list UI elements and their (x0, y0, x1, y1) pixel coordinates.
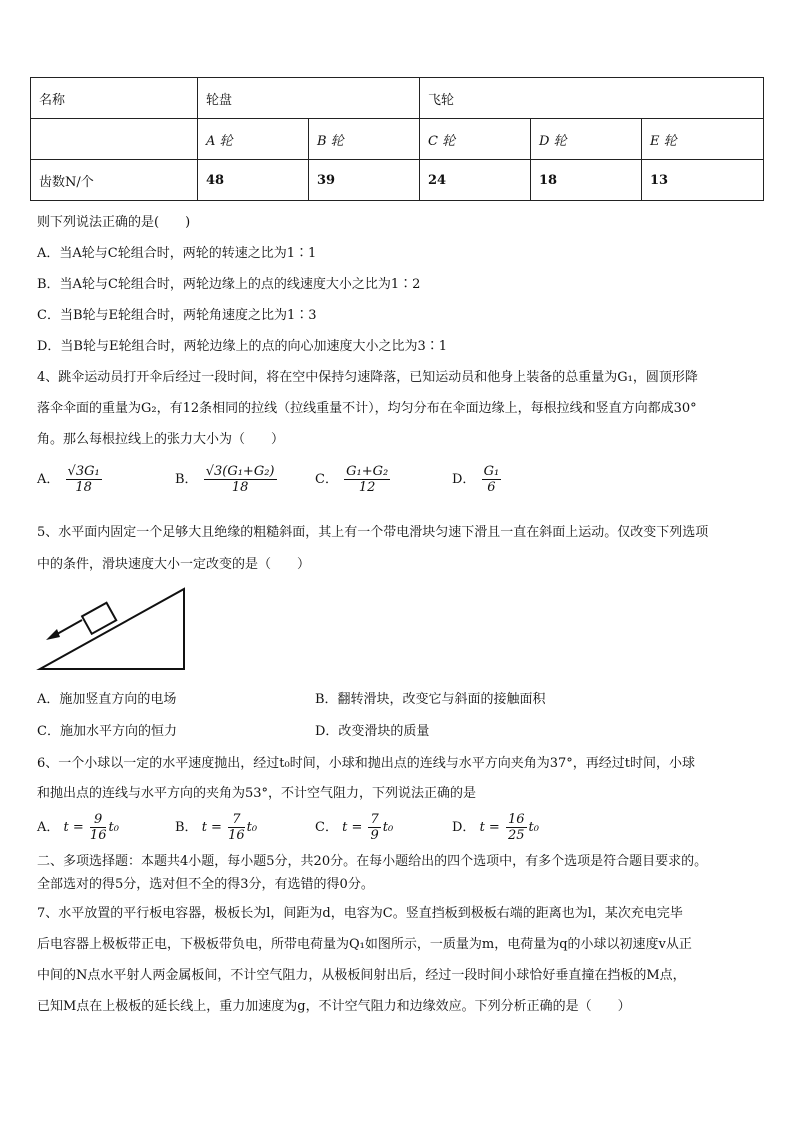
table-cell-teeth: 13 (642, 160, 764, 201)
q6-equals: t = (63, 820, 84, 835)
q4-d-denominator: 6 (487, 480, 496, 495)
q6-option-a (37, 812, 119, 843)
q3-option-d: D．当B轮与E轮组合时，两轮边缘上的点的向心加速度大小之比为3∶1 (37, 339, 448, 354)
table-cell-teeth-label: 齿数N/个 (31, 160, 198, 201)
q6-option-d-fraction (506, 812, 527, 843)
section2-line-2: 全部选对的得5分，选对但不全的得3分，有选错的得0分。 (37, 877, 374, 892)
q4-d-numerator: G₁ (483, 464, 500, 479)
q4-option-c-fraction (344, 464, 390, 495)
q5-line-2: 中的条件，滑块速度大小一定改变的是（ ） (37, 557, 311, 572)
q6-t0: t₀ (382, 820, 394, 835)
q6-line-2: 和抛出点的连线与水平方向的夹角为53°，不计空气阻力，下列说法正确的是 (37, 786, 477, 801)
q7-line-2: 后电容器上极板带正电，下极板带负电，所带电荷量为Q₁如图所示，一质量为m，电荷量为q的小球以初速度v从正 (37, 937, 692, 952)
q6-b-denominator: 16 (228, 828, 245, 843)
table-cell-teeth: 18 (531, 160, 642, 201)
q6-b-numerator: 7 (228, 812, 245, 828)
q6-d-numerator: 16 (507, 812, 525, 827)
table-cell-teeth: 48 (198, 160, 309, 201)
gear-teeth-table (30, 77, 764, 201)
table-header-name: 名称 (31, 78, 198, 119)
q6-a-numerator: 9 (90, 812, 107, 828)
q3-stem: 则下列说法正确的是( ) (37, 215, 191, 230)
q4-option-a (37, 464, 104, 495)
q4-line-2: 落伞伞面的重量为G₂，有12条相同的拉线（拉线重量不计），均匀分布在伞面边缘上，每根拉线和竖直方向都成30° (37, 401, 697, 416)
table-cell-empty (31, 119, 198, 160)
motion-arrow-head (46, 629, 60, 640)
table-header-flywheel: 飞轮 (420, 78, 764, 119)
table-cell-wheel: B 轮 (309, 119, 420, 160)
table-cell-teeth: 39 (309, 160, 420, 201)
q5-line-1: 5、水平面内固定一个足够大且绝缘的粗糙斜面，其上有一个带电滑块匀速下滑且一直在斜面上运动。仅改变下列选项 (37, 525, 709, 540)
q4-option-d-fraction (482, 464, 502, 495)
q6-option-b-label: B． (175, 820, 198, 835)
q4-line-3: 角。那么每根拉线上的张力大小为（ ） (37, 432, 285, 447)
q3-option-a: A．当A轮与C轮组合时，两轮的转速之比为1∶1 (37, 246, 317, 261)
incline-triangle (40, 589, 184, 669)
q6-option-d (452, 812, 539, 843)
q6-option-c-label: C． (315, 820, 338, 835)
q6-option-b (175, 812, 257, 843)
q4-option-b-fraction (204, 464, 277, 495)
q4-option-a-fraction (66, 464, 102, 495)
q4-c-numerator: G₁+G₂ (346, 464, 389, 479)
q6-a-denominator: 16 (89, 828, 107, 843)
q4-a-denominator: 18 (75, 480, 92, 495)
q5-option-d: D．改变滑块的质量 (315, 724, 430, 739)
incline-diagram (36, 585, 188, 673)
q5-option-a: A．施加竖直方向的电场 (37, 692, 177, 707)
q4-c-denominator: 12 (358, 480, 376, 495)
q4-a-numerator: √3G₁ (67, 464, 100, 479)
q7-line-4: 已知M点在上极板的延长线上，重力加速度为g，不计空气阻力和边缘效应。下列分析正确的是（ ） (37, 999, 631, 1014)
q6-option-c (315, 812, 393, 843)
q6-d-denominator: 25 (507, 828, 525, 843)
q6-option-c-fraction (368, 812, 380, 843)
section2-line-1: 二、多项选择题：本题共4小题，每小题5分，共20分。在每小题给出的四个选项中，有多个选项是符合题目要求的。 (37, 854, 708, 869)
q6-option-a-label: A． (37, 820, 60, 835)
q3-option-c: C．当B轮与E轮组合时，两轮角速度之比为1∶3 (37, 308, 317, 323)
q5-option-c: C．施加水平方向的恒力 (37, 724, 177, 739)
table-row (31, 78, 764, 119)
table-row (31, 119, 764, 160)
q6-t0: t₀ (246, 820, 258, 835)
q6-equals: t = (201, 820, 222, 835)
q7-line-3: 中间的N点水平射人两金属板间，不计空气阻力，从极板间射出后，经过一段时间小球恰好垂直撞在挡板的M点， (37, 968, 686, 983)
q3-option-b: B．当A轮与C轮组合时，两轮边缘上的点的线速度大小之比为1∶2 (37, 277, 421, 292)
q6-line-1: 6、一个小球以一定的水平速度抛出，经过t₀时间，小球和抛出点的连线与水平方向夹角为37°，再经过t时间，小球 (37, 756, 695, 771)
table-cell-wheel: C 轮 (420, 119, 531, 160)
q4-option-d-label: D． (452, 472, 476, 487)
q4-option-c-label: C． (315, 472, 338, 487)
table-row (31, 160, 764, 201)
q4-option-d (452, 464, 503, 495)
q7-line-1: 7、水平放置的平行板电容器，极板长为l，间距为d，电容为C。竖直挡板到极板右端的距离也为l，某次充电完毕 (37, 906, 683, 921)
q6-c-numerator: 7 (370, 812, 379, 827)
q6-t0: t₀ (528, 820, 539, 835)
q4-b-numerator: √3(G₁+G₂) (205, 464, 275, 479)
table-cell-wheel: D 轮 (531, 119, 642, 160)
q6-t0: t₀ (108, 820, 119, 835)
q4-option-b-label: B． (175, 472, 198, 487)
q4-option-a-label: A． (37, 472, 60, 487)
table-cell-wheel: E 轮 (642, 119, 764, 160)
table-cell-teeth: 24 (420, 160, 531, 201)
q6-equals: t = (342, 820, 363, 835)
q4-b-denominator: 18 (231, 480, 249, 495)
table-header-chainring: 轮盘 (198, 78, 420, 119)
q5-option-b: B．翻转滑块，改变它与斜面的接触面积 (315, 692, 546, 707)
q6-equals: t = (479, 820, 500, 835)
q6-c-denominator: 9 (370, 828, 379, 843)
table-cell-wheel: A 轮 (198, 119, 309, 160)
q6-option-b-fraction (228, 812, 245, 843)
q4-option-b (175, 464, 279, 495)
q4-line-1: 4、跳伞运动员打开伞后经过一段时间，将在空中保持匀速降落，已知运动员和他身上装备的总重量为G₁，圆顶形降 (37, 370, 698, 385)
q6-option-d-label: D． (452, 820, 476, 835)
q4-option-c (315, 464, 392, 495)
q6-option-a-fraction (90, 812, 107, 843)
